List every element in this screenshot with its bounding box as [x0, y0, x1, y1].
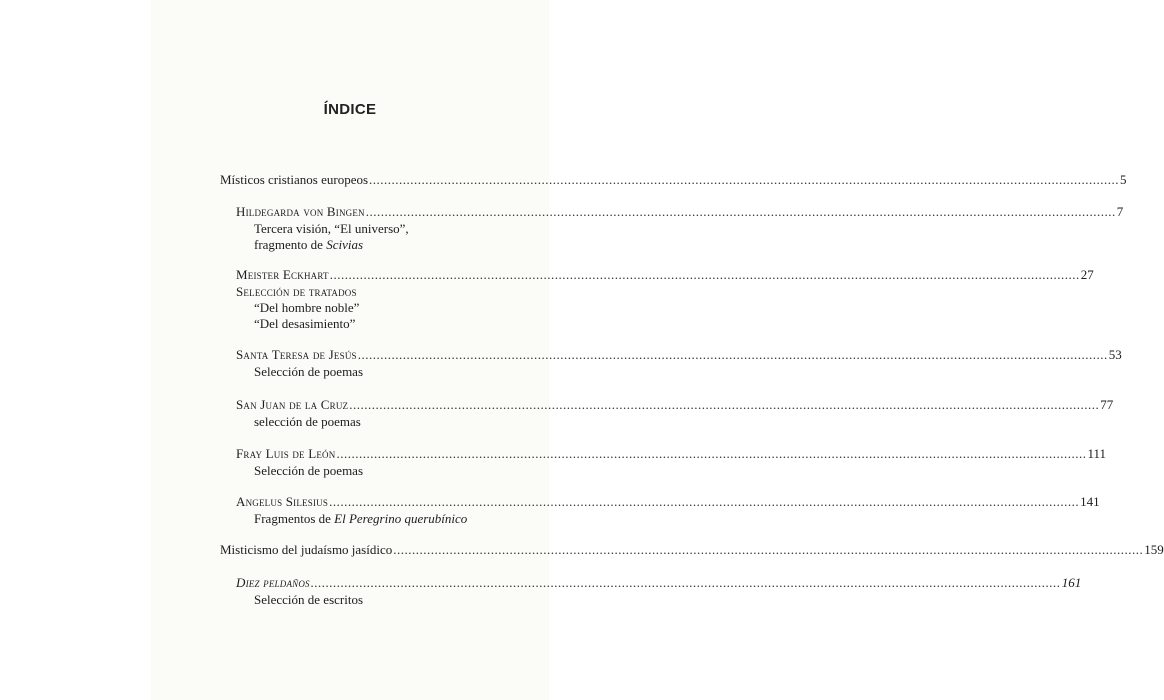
toc-subentry-heading: Selección de tratados: [236, 284, 357, 299]
toc-subentry-text: Fragmentos de: [254, 511, 335, 526]
toc-entry-title: Fray Luis de León: [236, 446, 336, 461]
dot-leader: ........................................................................................................................................................................................................: [349, 397, 1100, 412]
toc-entry-diez-peldanos: [236, 574, 1082, 608]
dot-leader: ........................................................................................................................................................................................................: [336, 446, 1087, 461]
toc-page-number: 27: [1080, 267, 1094, 282]
dot-leader: ........................................................................................................................................................................................................: [329, 494, 1080, 509]
toc-entry-title: San Juan de la Cruz: [236, 397, 349, 412]
toc-subentry-text: fragmento de: [254, 237, 327, 252]
toc-entry-santa-teresa: [236, 346, 1122, 380]
toc-entry-title: Misticismo del judaísmo jasídico: [220, 542, 393, 557]
toc-subentry: selección de poemas: [254, 414, 361, 429]
toc-subentry: Tercera visión, “El universo”,: [254, 221, 409, 236]
toc-entry-eckhart: [236, 266, 1094, 332]
toc-subentry: Selección de escritos: [254, 592, 364, 607]
toc-subentry: Selección de poemas: [254, 463, 364, 478]
toc-entry-title: Santa Teresa de Jesús: [236, 347, 357, 362]
toc-entry-hildegarda: [236, 203, 1124, 253]
toc-entry-angelus-silesius: [236, 493, 1100, 527]
dot-leader: ........................................................................................................................................................................................................: [357, 347, 1108, 362]
toc-page-number: 7: [1116, 204, 1124, 219]
toc-subentry: [236, 237, 548, 253]
toc-entry-misticismo-judaismo: [220, 541, 1164, 559]
dot-leader: ........................................................................................................................................................................................................: [310, 575, 1061, 590]
toc-entry-title: Hildegarda von Bingen: [236, 204, 365, 219]
toc-subentry-italic: Scivias: [326, 237, 364, 252]
toc-entry-title: Meister Eckhart: [236, 267, 329, 282]
dot-leader: ........................................................................................................................................................................................................: [393, 542, 1144, 557]
toc-subentry: Selección de poemas: [254, 364, 364, 379]
toc-subentry: “Del hombre noble”: [254, 300, 360, 315]
toc-subentry: “Del desasimiento”: [254, 316, 356, 331]
toc-page-number: 5: [1120, 172, 1127, 187]
dot-leader: ........................................................................................................................................................................................................: [365, 204, 1116, 219]
toc-entry-san-juan: [236, 396, 1114, 430]
toc-entry-misticos-cristianos: [220, 171, 1127, 189]
toc-page-number: 53: [1108, 347, 1122, 362]
toc-page-number: 77: [1100, 397, 1114, 412]
toc-page-number: 141: [1080, 494, 1100, 509]
toc-entry-title: Místicos cristianos europeos: [220, 172, 369, 187]
toc-subentry: [236, 511, 548, 527]
toc-page-number: 111: [1087, 446, 1106, 461]
dot-leader: ........................................................................................................................................................................................................: [329, 267, 1080, 282]
page-title: ÍNDICE: [323, 101, 377, 118]
toc-subentry-italic: El Peregrino querubínico: [334, 511, 468, 526]
toc-page-number: 159: [1144, 542, 1164, 557]
toc-entry-fray-luis: [236, 445, 1106, 479]
toc-page-number: 161: [1061, 575, 1082, 590]
toc-entry-title: Angelus Silesius: [236, 494, 329, 509]
dot-leader: ........................................................................................................................................................................................................: [369, 172, 1120, 187]
toc-entry-title: Diez peldaños: [236, 575, 310, 590]
